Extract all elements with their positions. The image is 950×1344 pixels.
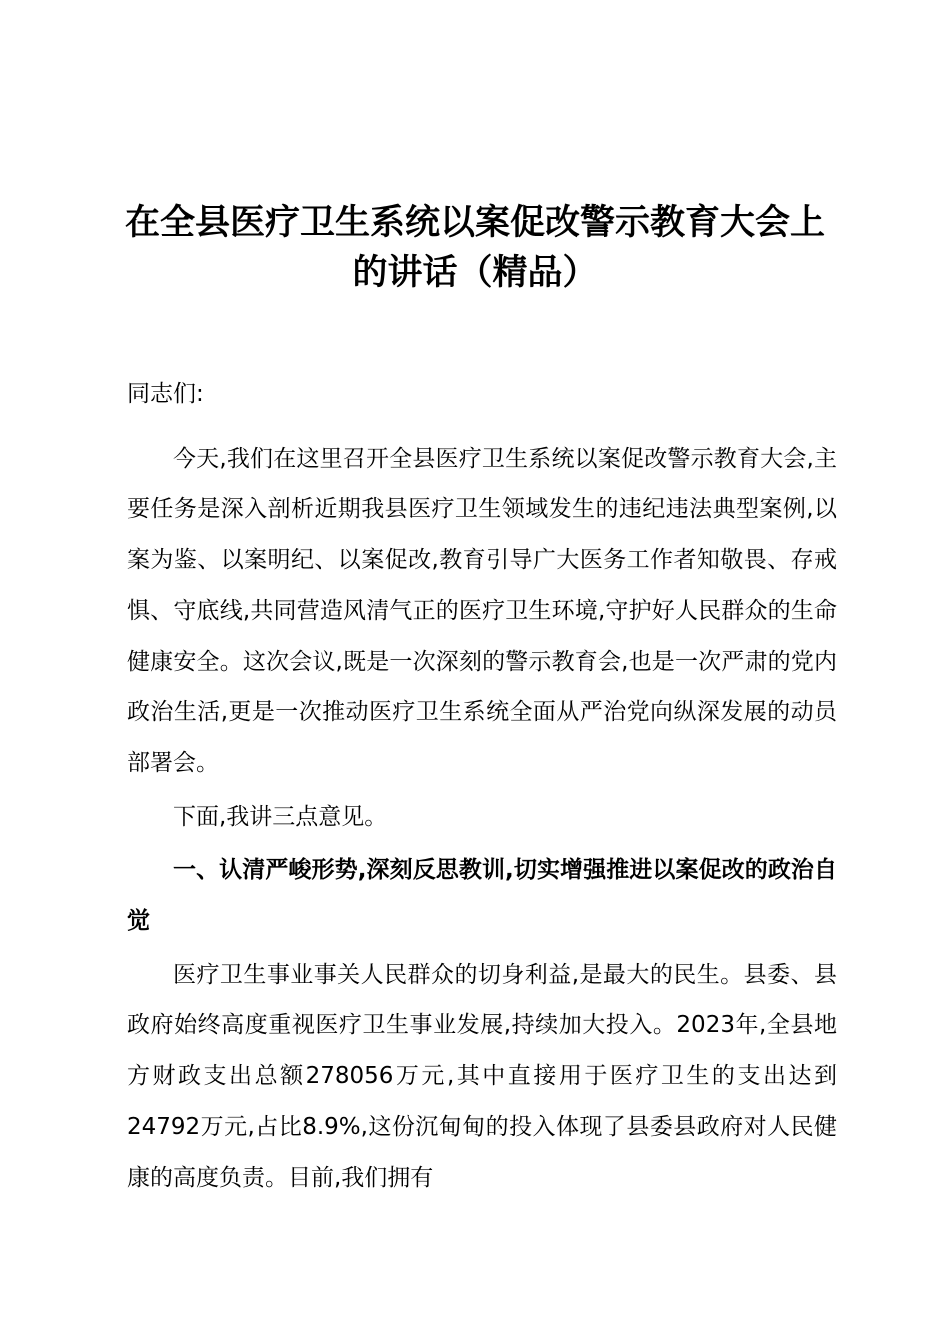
salutation: 同志们: <box>127 381 204 407</box>
section-paragraph: 医疗卫生事业事关人民群众的切身利益,是最大的民生。县委、县政府始终高度重视医疗卫生事业发展,持续加大投入。2023年,全县地方财政支出总额278056万元,其中直接用于医疗卫生的支出达到24792万元,占比8.9%,这份沉甸甸的投入体现了县委县政府对人民健康的高度负责。目前,我们拥有 <box>127 961 837 1191</box>
section-heading: 一、认清严峻形势,深刻反思教训,切实增强推进以案促改的政治自觉 <box>127 857 837 935</box>
document-body <box>127 369 837 1203</box>
document-title: 在全县医疗卫生系统以案促改警示教育大会上的讲话（精品） <box>124 203 825 293</box>
transition-paragraph: 下面,我讲三点意见。 <box>173 803 388 830</box>
intro-paragraph: 今天,我们在这里召开全县医疗卫生系统以案促改警示教育大会,主要任务是深入剖析近期我县医疗卫生领域发生的违纪违法典型案例,以案为鉴、以案明纪、以案促改,教育引导广大医务工作者知敬畏、存戒惧、守底线,共同营造风清气正的医疗卫生环境,守护好人民群众的生命健康安全。这次会议,既是一次深刻的警示教育会,也是一次严肃的党内政治生活,更是一次推动医疗卫生系统全面从严治党向纵深发展的动员部署会。 <box>127 445 837 776</box>
